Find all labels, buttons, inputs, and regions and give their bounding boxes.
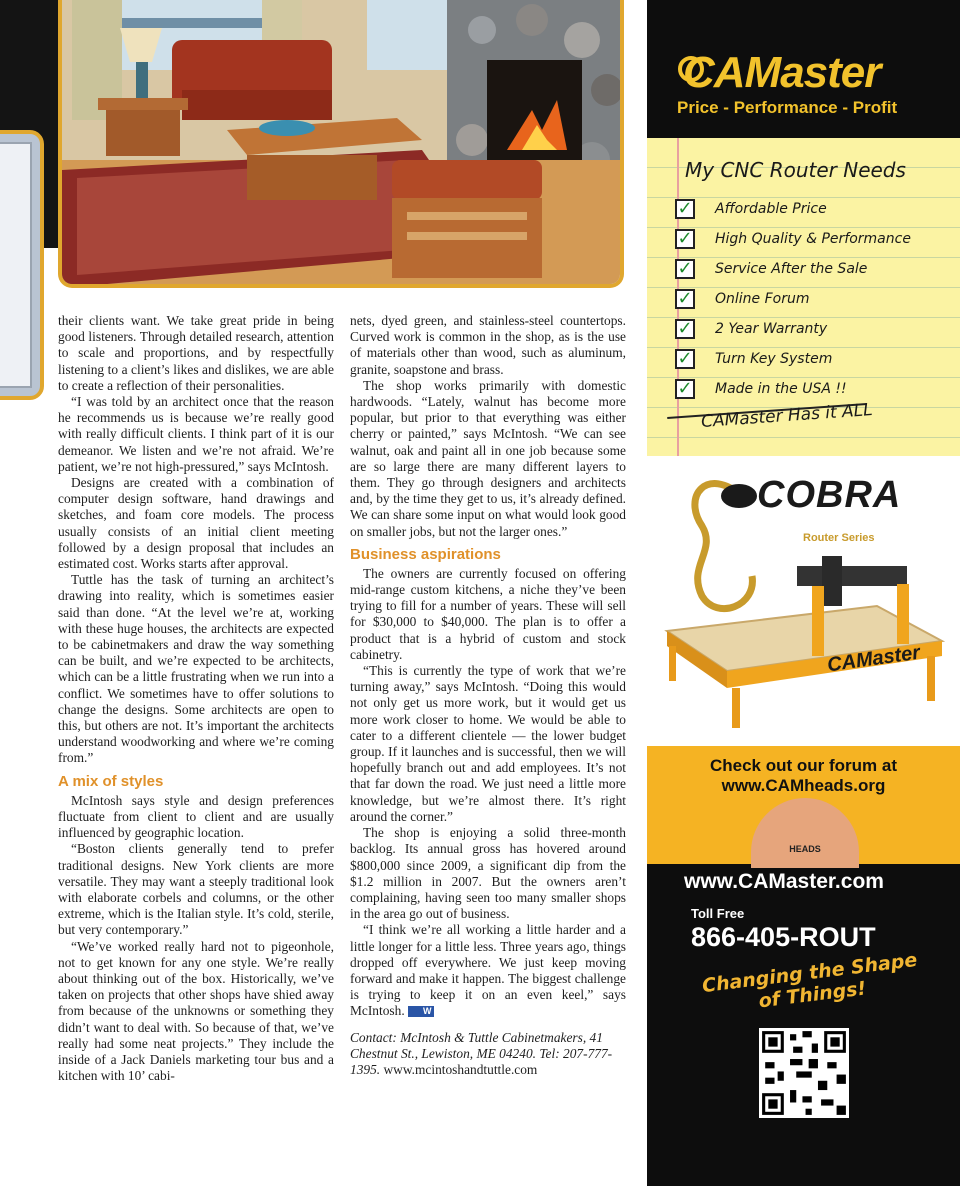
machine-brand-label: CAMaster <box>825 641 922 677</box>
checkmark-icon: ✓ <box>675 319 695 339</box>
needs-list-item: ✓ Made in the USA !! <box>675 374 955 404</box>
camheads-head-icon <box>751 798 859 868</box>
camaster-website-link[interactable]: www.CAMaster.com <box>684 870 884 893</box>
notepad-title: My CNC Router Needs <box>685 158 906 182</box>
article-paragraph: “We’ve worked really hard not to pigeonhole, not to get known for any one style. We’re really about thinking out of the box. Historically, we’ve taken on projects that other shops have shied away from because of the unknowns or something they didn’t want to deal with. So because of that, we’ve really had some neat projects.” They include the inside of a Jack Daniels marketing tour bus and a kitchen with 10’ cabi- <box>58 938 334 1084</box>
brand-name: CAMaster <box>683 48 881 97</box>
article-column-2 <box>350 313 626 1078</box>
needs-list <box>675 194 955 404</box>
brand-tagline: Price - Performance - Profit <box>677 98 898 117</box>
checkmark-icon: ✓ <box>675 349 695 369</box>
notepad-footer: CAMaster Has it ALL <box>700 400 874 432</box>
cnc-needs-notepad <box>647 138 960 456</box>
forum-banner <box>647 746 960 864</box>
needs-list-item: ✓ Affordable Price <box>675 194 955 224</box>
contact-website-link[interactable]: www.mcintoshandtuttle.com <box>383 1061 538 1077</box>
cobra-logo-text: COBRA <box>757 474 902 516</box>
checkmark-icon: ✓ <box>675 259 695 279</box>
article-paragraph-text: “I think we’re all working a little harder and a little longer for a little less. Three years ago, things dropped off everywhere. We just keep moving forward and make it happen. The biggest challenge is trying to keep it on an even keel,” says McIntosh. <box>350 922 626 1019</box>
section-heading-business-aspirations: Business aspirations <box>350 545 501 563</box>
cobra-subtitle: Router Series <box>803 532 875 544</box>
contact-text: Contact: McIntosh & Tuttle Cabinetmakers, 41 Chestnut St., Lewiston, ME 04240. Tel: 207-777-1395. <box>350 1029 613 1077</box>
previous-page-photo-tab <box>0 130 44 400</box>
needs-list-item: ✓ Online Forum <box>675 284 955 314</box>
needs-list-item: ✓ 2 Year Warranty <box>675 314 955 344</box>
article-paragraph: Tuttle has the task of turning an architect’s drawing into reality, which is sometimes easier said than done. “At the level we’re at, working with these huge houses, the architects are expected to be cabinetmakers and draw the way something can be built, and we’re expected to be architects, which can be a little frustrating when we run into a conflict. We sometimes have to offer solutions to change the designs. Some architects are open to this, but others are not. It’s important the architects understand woodworking and where we’re coming from.” <box>58 572 334 766</box>
article-paragraph: “I was told by an architect once that the reason he recommends us is because we’re really good with really difficult clients. I think part of it is our demeanor. We listen and we’re not afraid. We’re patient, we’re not high-pressured,” says McIntosh. <box>58 394 334 474</box>
camaster-advertisement <box>647 0 960 1186</box>
needs-list-item: ✓ Service After the Sale <box>675 254 955 284</box>
article-paragraph: The owners are currently focused on offering mid-range custom kitchens, a niche they’ve been trying to fill for a number of years. These will sell for $30,000 to $40,000. The plan is to offer a product that is a hybrid of custom and stock cabinetry. <box>350 565 626 662</box>
qr-code-icon[interactable] <box>759 1028 849 1118</box>
article-column-1 <box>58 313 334 1084</box>
article-paragraph: Designs are created with a combination of computer design software, hand drawings and sketches, and foam core models. The process usually consists of an initial client meeting followed by a design proposal that includes an estimated cost. Works starts after approval. <box>58 475 334 572</box>
contact-info <box>350 1030 626 1079</box>
article-paragraph: “Boston clients generally tend to prefer traditional designs. New York clients are more versatile. They may want a steeply traditional look with elaborate corbels and columns, or the other extreme, which is the Italian style. It’s cold, sterile, but very contemporary.” <box>58 841 334 938</box>
needs-list-item: ✓ Turn Key System <box>675 344 955 374</box>
toll-free-label: Toll Free <box>691 906 745 921</box>
checkmark-icon: ✓ <box>675 379 695 399</box>
article-paragraph: The shop is enjoying a solid three-month backlog. Its annual gross has hovered around $800,000 since 2009, a significant dip from the $1.2 million in 2007. But the owners aren’t complaining, having seen too many smaller shops in the area go out of business. <box>350 825 626 922</box>
article-paragraph: their clients want. We take great pride in being good listeners. Through detailed research, attention to scale and proportions, and by respectfully listening to a client’s likes and dislikes, we are able to create a reflection of their personalities. <box>58 313 334 393</box>
checkmark-icon: ✓ <box>675 199 695 219</box>
camaster-logo-banner <box>647 0 960 138</box>
phone-number: 866-405-ROUT <box>691 922 876 952</box>
forum-link[interactable]: www.CAMheads.org <box>721 776 886 795</box>
checkmark-icon: ✓ <box>675 229 695 249</box>
article-paragraph <box>350 922 626 1019</box>
needs-list-item: ✓ High Quality & Performance <box>675 224 955 254</box>
article-paragraph: McIntosh says style and design preferences fluctuate from client to client and are usually influenced by geographic location. <box>58 792 334 841</box>
article-paragraph: The shop works primarily with domestic hardwoods. “Lately, walnut has become more popular, but prior to that everything was either cherry or painted,” says McIntosh. “We can see walnut, oak and paint all in one job because some are so large there are many different layers to them. They go through designers and architects and, by the time they get to us, it’s already defined. We can share some input on what would look good on smaller jobs, but not the larger ones.” <box>350 377 626 539</box>
checkmark-icon: ✓ <box>675 289 695 309</box>
section-heading-mix-of-styles: A mix of styles <box>58 772 164 790</box>
article-paragraph: nets, dyed green, and stainless-steel countertops. Curved work is common in the shop, as is the use of materials other than wood, such as aluminum, granite, soapstone and brass. <box>350 313 626 377</box>
cnc-router-machine-image <box>647 456 960 746</box>
ad-slogan: Changing the Shape of Things! <box>700 948 919 1013</box>
forum-callout: Check out our forum at <box>709 756 897 775</box>
article-paragraph: “This is currently the type of work that we’re turning away,” says McIntosh. “Doing this would not only get us more work, but it would get us more work closer to home. We would be able to cater to a different clientele — the lower budget group. If it launches and is successful, then we will hopefully branch out and add employees. It’s not that far down the road. We just need a little more knowledge, but we’re almost there. It’s right around the corner.” <box>350 663 626 824</box>
heads-label: HEADS <box>789 844 821 854</box>
cobra-router-panel <box>647 456 960 746</box>
hero-photo-living-room <box>58 0 624 288</box>
end-of-article-mark: W <box>408 1006 434 1017</box>
